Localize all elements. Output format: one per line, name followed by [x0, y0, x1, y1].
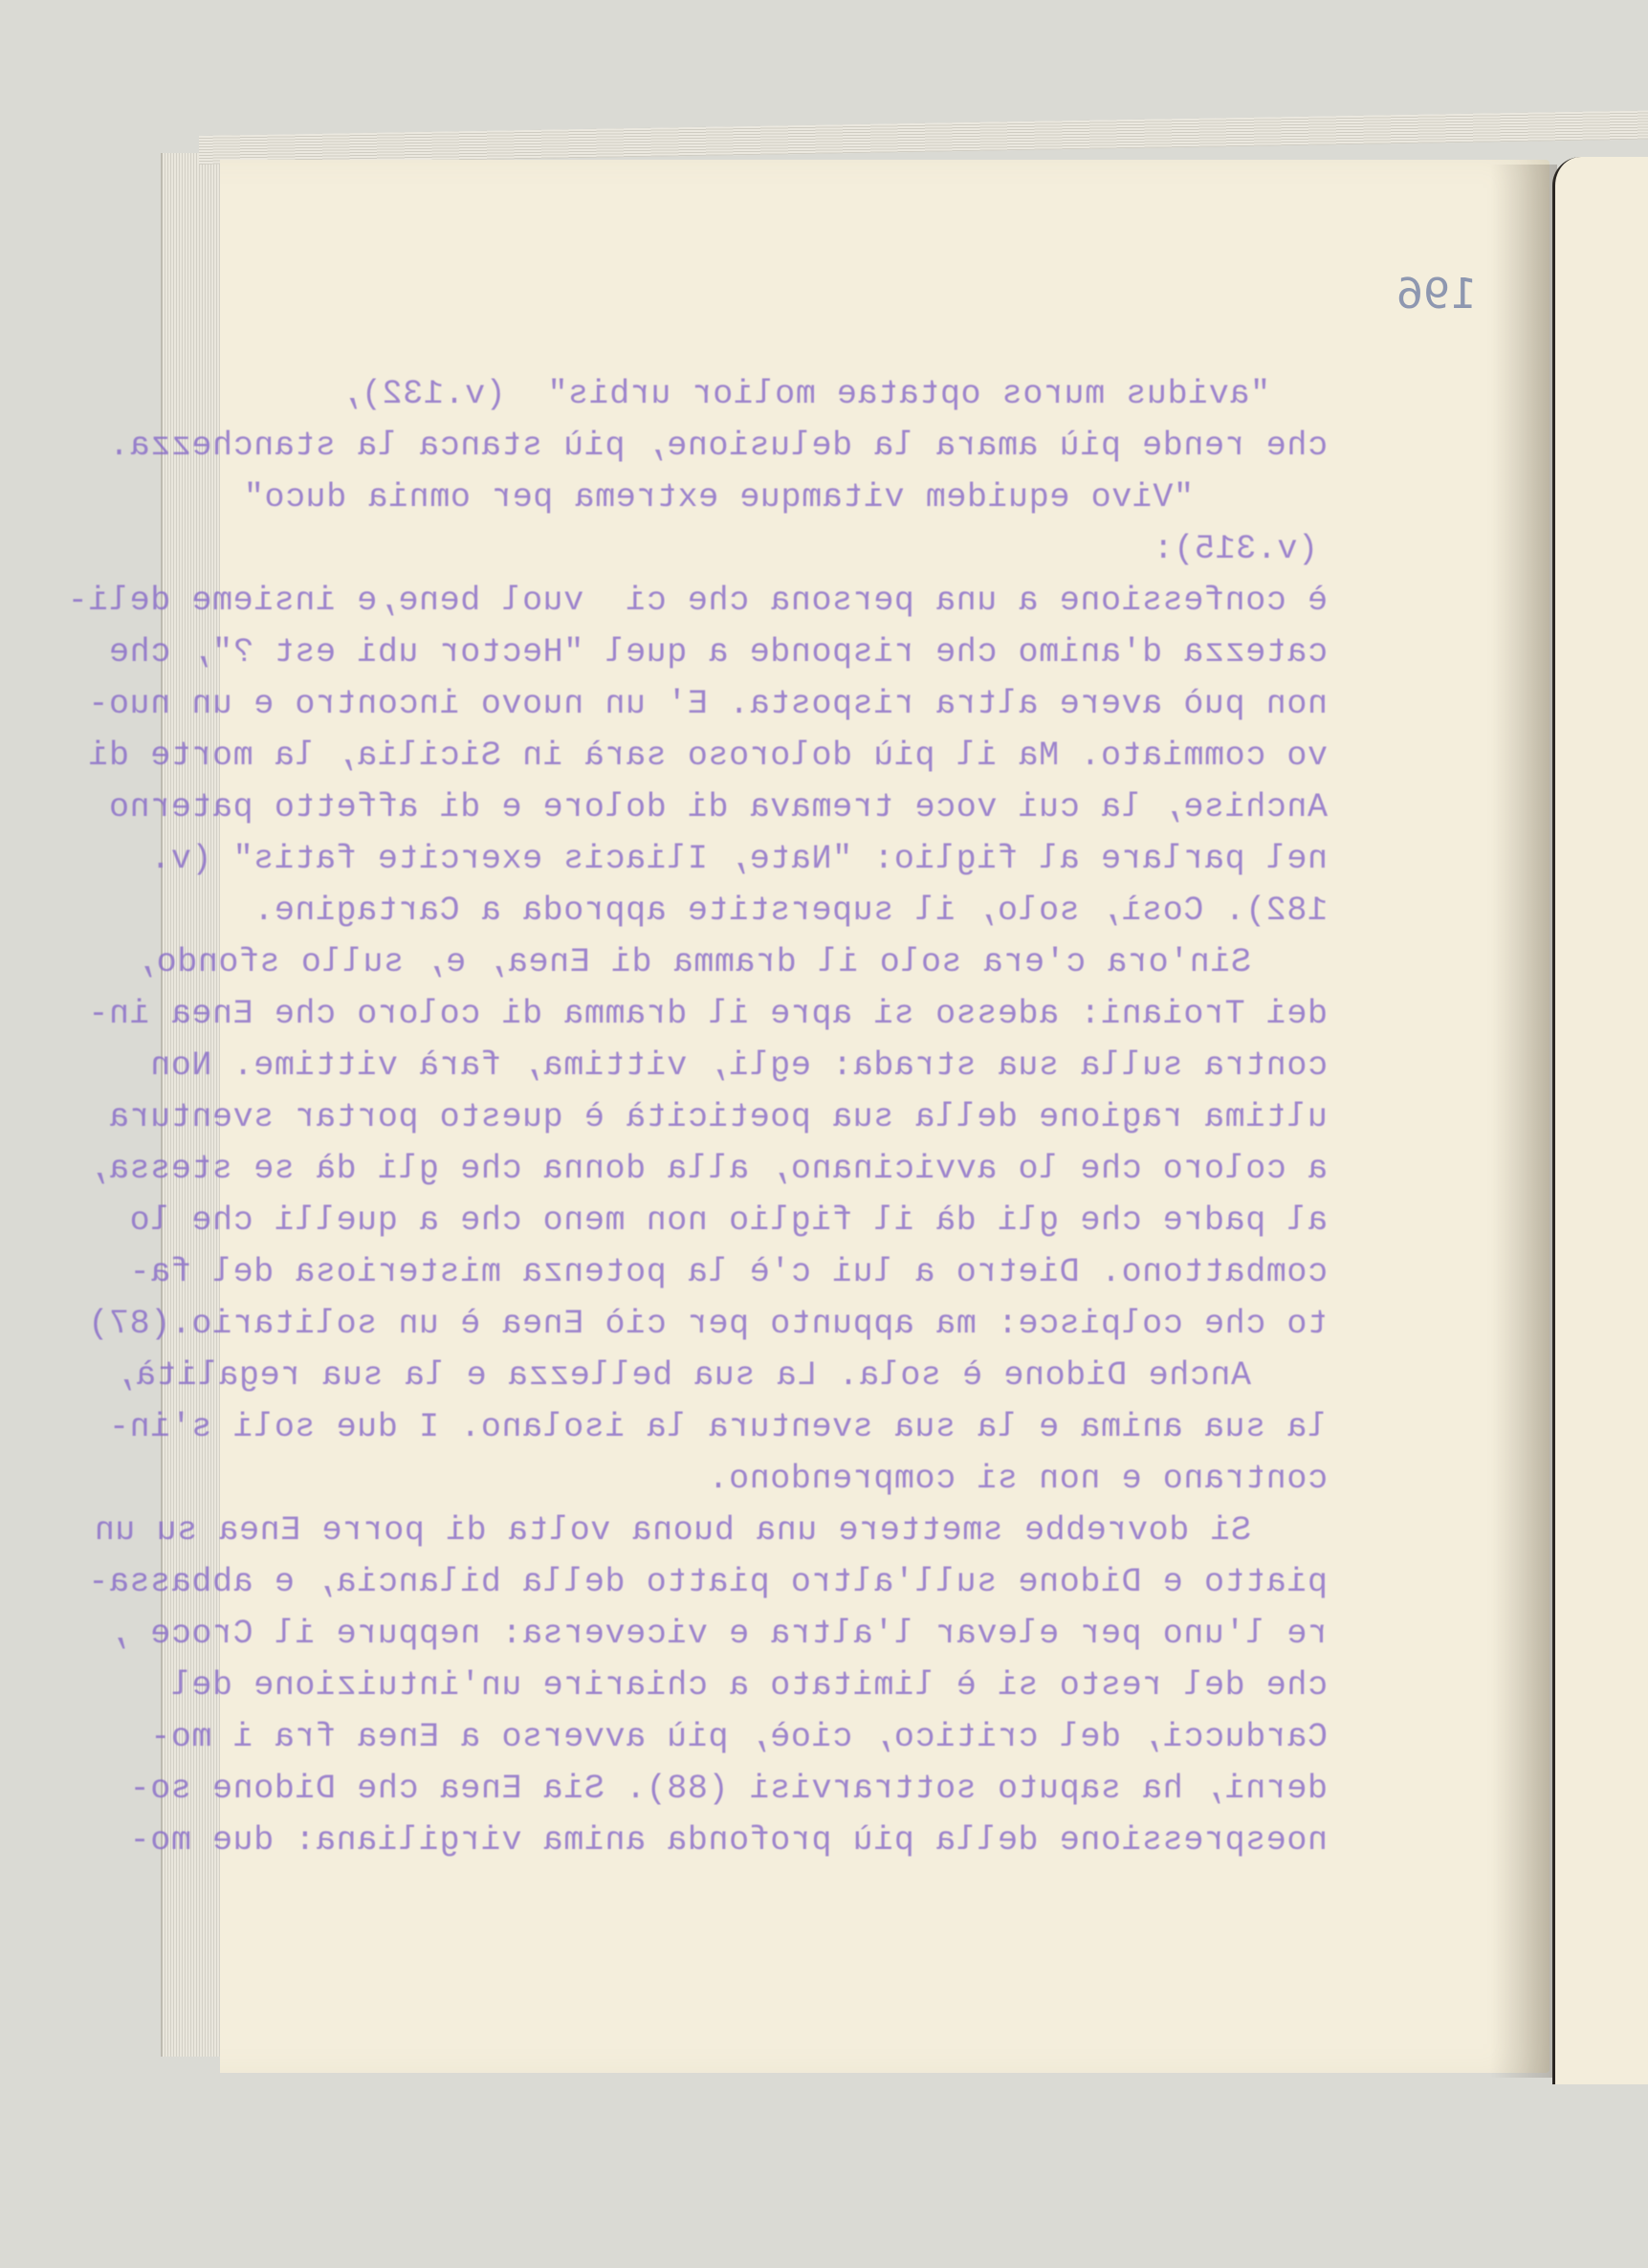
text-line: catezza d'animo che risponde a quel "Hector ubi est ?", che	[108, 633, 1328, 672]
text-line: che del resto si è limitato a chiarire un'intuizione del	[170, 1666, 1328, 1705]
text-line: derni, ha saputo sottrarvisi (88). Sia Enea che Didone so-	[129, 1770, 1328, 1808]
text-line: che rende più amara la delusione, più stanca la stanchezza.	[108, 427, 1328, 465]
text-line: nel parlare al figlio: "Nate, Iliacis exercite fatis" (v.	[149, 840, 1328, 878]
text-line: piatto e Didone sull'altro piatto della bilancia, e abbassa-	[87, 1563, 1328, 1601]
text-line: Anchise, la cui voce tremava di dolore e di affetto paterno	[108, 788, 1328, 826]
text-line: Carducci, del critico, cioè, più avverso a Enea fra i mo-	[149, 1718, 1328, 1756]
text-line: 182). Così, solo, il superstite approda a Cartagine.	[253, 892, 1328, 930]
text-line: "Vivo equidem vitamque extrema per omnia duco"	[243, 478, 1194, 517]
text-line: dei Troiani: adesso si apre il dramma di coloro che Enea in-	[87, 995, 1328, 1033]
text-line: Anche Didone è sola. La sua bellezza e la sua regalità,	[114, 1356, 1251, 1395]
typewritten-text-block	[67, 368, 1328, 1866]
text-line: non può avere altra risposta. E' un nuovo incontro e un nuo-	[87, 685, 1328, 723]
text-line: to che colpisce: ma appunto per ciò Enea è un solitario.(87)	[87, 1305, 1328, 1343]
text-line: ultima ragione della sua poeticità è questo portar sventura	[108, 1098, 1328, 1136]
text-line: contra sulla sua strada: egli, vittima, farà vittime. Non	[149, 1046, 1328, 1085]
text-line: a coloro che lo avvicinano, alla donna che gli dà se stessa,	[87, 1150, 1328, 1188]
text-line: Sin'ora c'era solo il dramma di Enea, e, sullo sfondo,	[135, 943, 1251, 981]
text-line: la sua anima e la sua sventura la isolano. I due soli s'in-	[108, 1408, 1328, 1446]
text-line: Si dovrebbe smettere una buona volta di porre Enea su un	[94, 1511, 1251, 1550]
text-line: combattono. Dietro a lui c'è la potenza misteriosa del fa-	[129, 1253, 1328, 1291]
text-line: (v.315):	[1153, 530, 1318, 568]
text-line: "avidus muros optatae molior urbis" (v.132),	[340, 375, 1270, 413]
text-line: è confessione a una persona che ci vuol bene,e insieme deli-	[67, 582, 1328, 620]
text-line: vo commiato. Ma il più doloroso sarà in Sicilia, la morte di	[87, 737, 1328, 775]
text-line: re l'uno per elevar l'altra e viceversa: neppure il Croce ,	[108, 1615, 1328, 1653]
text-line: contrano e non si comprendono.	[707, 1460, 1328, 1498]
text-line: noespressione della più profonda anima virgiliana: due mo-	[129, 1821, 1328, 1860]
page-number: 196	[1396, 270, 1477, 319]
text-line: al padre che gli dà il figlio non meno che a quelli che lo	[129, 1201, 1328, 1240]
